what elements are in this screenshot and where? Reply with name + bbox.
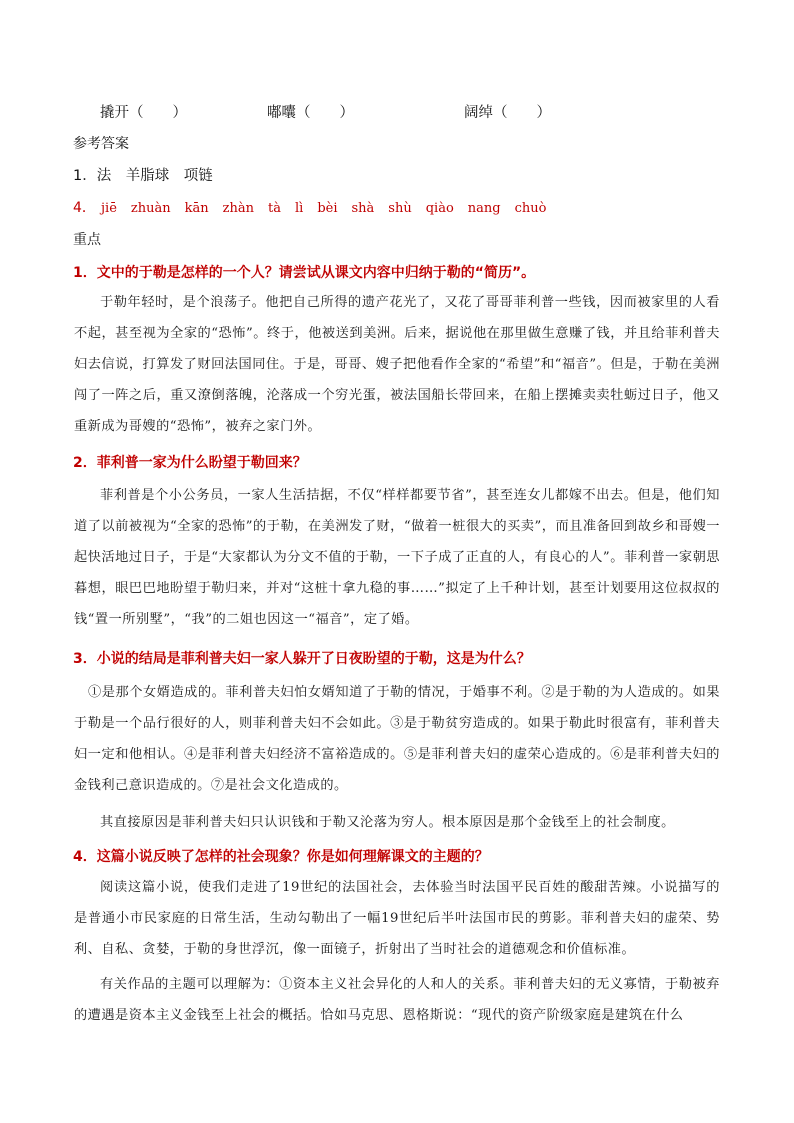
pinyin-item: bèi <box>317 201 338 216</box>
fill-item-dunang: 嘟囔（ ） <box>267 105 354 121</box>
pinyin-item: zhuàn <box>130 201 171 216</box>
answer-1: 1．法 羊脂球 项链 <box>73 168 213 184</box>
pinyin-list <box>101 201 560 216</box>
question-1-title: 1．文中的于勒是怎样的一个人？请尝试从课文内容中归纳于勒的“简历”。 <box>73 265 536 281</box>
pinyin-item: jiē <box>101 201 117 216</box>
pinyin-item: kān <box>184 201 209 216</box>
pinyin-item: shà <box>351 201 375 216</box>
question-2-answer: 菲利普是个小公务员，一家人生活拮据，不仅“样样都要节省”，甚至连女儿都嫁不出去。但是，他们知道了以前被视为“全家的恐怖”的于勒，在美洲发了财，“做着一桩很大的买卖”，而且准备回到故乡和哥嫂一起快活地过日子，于是“大家都认为分文不值的于勒，一下子成了正直的人，有良心的人”。菲利普一家朝思暮想，眼巴巴地盼望于勒归来，并对“这桩十拿九稳的事……”拟定了上千种计划，甚至计划要用这位叔叔的钱“置一所别墅”，“我”的二姐也因这一“福音”，定了婚。 <box>74 488 720 627</box>
question-3-answer: ①是那个女婿造成的。菲利普夫妇怕女婿知道了于勒的情况，于婚事不利。②是于勒的为人造成的。如果于勒是一个品行很好的人，则菲利普夫妇不会如此。③是于勒贫穷造成的。如果于勒此时很富有，菲利普夫妇一定和他相认。④是菲利普夫妇经济不富裕造成的。⑤是菲利普夫妇的虚荣心造成的。⑥是菲利普夫妇的金钱利己意识造成的。⑦是社会文化造成的。 <box>74 685 720 793</box>
question-4-answer: 阅读这篇小说，使我们走进了19世纪的法国社会，去体验当时法国平民百姓的酸甜苦辣。小说描写的是普通小市民家庭的日常生活，生动勾勒出了一幅19世纪后半叶法国市民的剪影。菲利普夫妇的虚荣、势利、自私、贪婪，于勒的身世浮沉，像一面镜子，折射出了当时社会的道德观念和价值标准。 <box>74 880 720 957</box>
fill-item-qiaokai: 撬开（ ） <box>100 105 187 121</box>
question-3-answer-summary: 其直接原因是菲利普夫妇只认识钱和于勒又沦落为穷人。根本原因是那个金钱至上的社会制度。 <box>100 815 675 830</box>
pinyin-item: qiào <box>425 201 454 216</box>
question-4-answer-theme: 有关作品的主题可以理解为：①资本主义社会异化的人和人的关系。菲利普夫妇的无义寡情，于勒被弃的遭遇是资本主义金钱至上社会的概括。恰如马克思、恩格斯说：“现代的资产阶级家庭是建筑在什么 <box>74 977 720 1023</box>
question-4-title: 4．这篇小说反映了怎样的社会现象？你是如何理解课文的主题的？ <box>73 849 489 865</box>
answer-4 <box>73 197 560 217</box>
answer-4-number: 4． <box>73 200 96 216</box>
question-1-answer: 于勒年轻时，是个浪荡子。他把自己所得的遗产花光了，又花了哥哥菲利普一些钱，因而被家里的人看不起，甚至视为全家的“恐怖”。终于，他被送到美洲。后来，据说他在那里做生意赚了钱，并且给菲利普夫妇去信说，打算发了财回法国同住。于是，哥哥、嫂子把他看作全家的“希望”和“福音”。但是，于勒在美洲闯了一阵之后，重又潦倒落魄，沦落成一个穷光蛋，被法国船长带回来，在船上摆摊卖卖牡蛎过日子，他又重新成为哥嫂的“恐怖”，被弃之家门外。 <box>74 295 720 434</box>
keypoints-heading: 重点 <box>73 232 101 248</box>
pinyin-item: zhàn <box>222 201 254 216</box>
answers-heading: 参考答案 <box>73 136 129 152</box>
pinyin-item: shù <box>388 201 412 216</box>
fill-item-kuochuo: 阔绰（ ） <box>464 105 551 121</box>
pinyin-item: tà <box>268 201 281 216</box>
pinyin-item: chuò <box>514 201 547 216</box>
question-3-title: 3．小说的结局是菲利普夫妇一家人躲开了日夜盼望的于勒，这是为什么？ <box>73 651 531 667</box>
question-2-title: 2．菲利普一家为什么盼望于勒回来？ <box>73 455 307 471</box>
pinyin-item: nang <box>467 201 501 216</box>
pinyin-item: lì <box>294 201 304 216</box>
